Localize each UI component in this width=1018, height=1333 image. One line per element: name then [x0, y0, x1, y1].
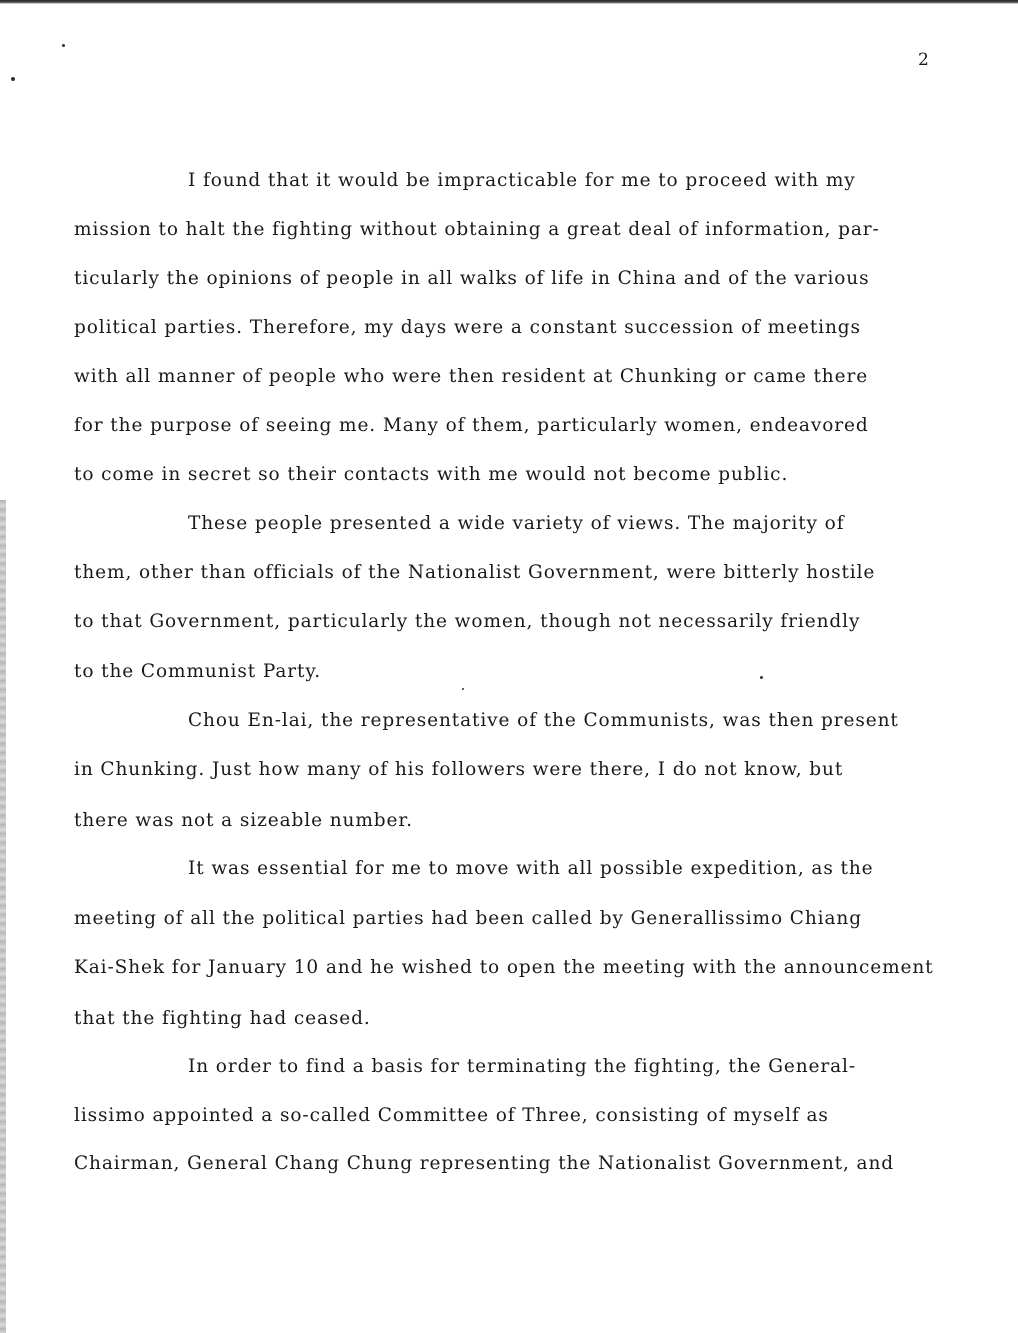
text-line: there was not a sizeable number. — [74, 810, 413, 831]
text-line: in Chunking. Just how many of his followers were there, I do not know, but — [74, 759, 844, 780]
text-line: I found that it would be impracticable for me to proceed with my — [188, 170, 856, 191]
text-line: for the purpose of seeing me. Many of them, particularly women, endeavored — [74, 415, 869, 436]
scan-top-edge — [0, 0, 1018, 4]
scan-speck — [62, 44, 65, 47]
text-line: These people presented a wide variety of views. The majority of — [188, 513, 845, 534]
text-line: meeting of all the political parties had been called by Generallissimo Chiang — [74, 908, 862, 929]
text-line: ticularly the opinions of people in all walks of life in China and of the various — [74, 268, 870, 289]
text-line: political parties. Therefore, my days were a constant succession of meetings — [74, 317, 861, 338]
text-line: with all manner of people who were then resident at Chunking or came there — [74, 366, 869, 387]
scan-speck — [462, 688, 464, 690]
text-line: Chairman, General Chang Chung representing the Nationalist Government, and — [74, 1153, 895, 1174]
text-line: to the Communist Party. — [74, 661, 322, 682]
text-line: them, other than officials of the Nationalist Government, were bitterly hostile — [74, 562, 876, 583]
text-line: Kai-Shek for January 10 and he wished to open the meeting with the announcement — [74, 957, 934, 978]
text-line: to come in secret so their contacts with me would not become public. — [74, 464, 789, 485]
text-line: mission to halt the fighting without obtaining a great deal of information, par- — [74, 219, 880, 240]
text-line: It was essential for me to move with all possible expedition, as the — [188, 858, 874, 879]
page-number: 2 — [918, 50, 930, 70]
scan-speck — [11, 77, 15, 81]
scan-speck — [760, 676, 763, 679]
text-line: Chou En-lai, the representative of the Communists, was then present — [188, 710, 899, 731]
text-line: that the fighting had ceased. — [74, 1008, 371, 1029]
text-line: In order to find a basis for terminating the fighting, the General- — [188, 1056, 857, 1077]
scan-left-edge — [0, 500, 6, 1333]
text-line: lissimo appointed a so-called Committee of Three, consisting of myself as — [74, 1105, 829, 1126]
text-line: to that Government, particularly the women, though not necessarily friendly — [74, 611, 861, 632]
